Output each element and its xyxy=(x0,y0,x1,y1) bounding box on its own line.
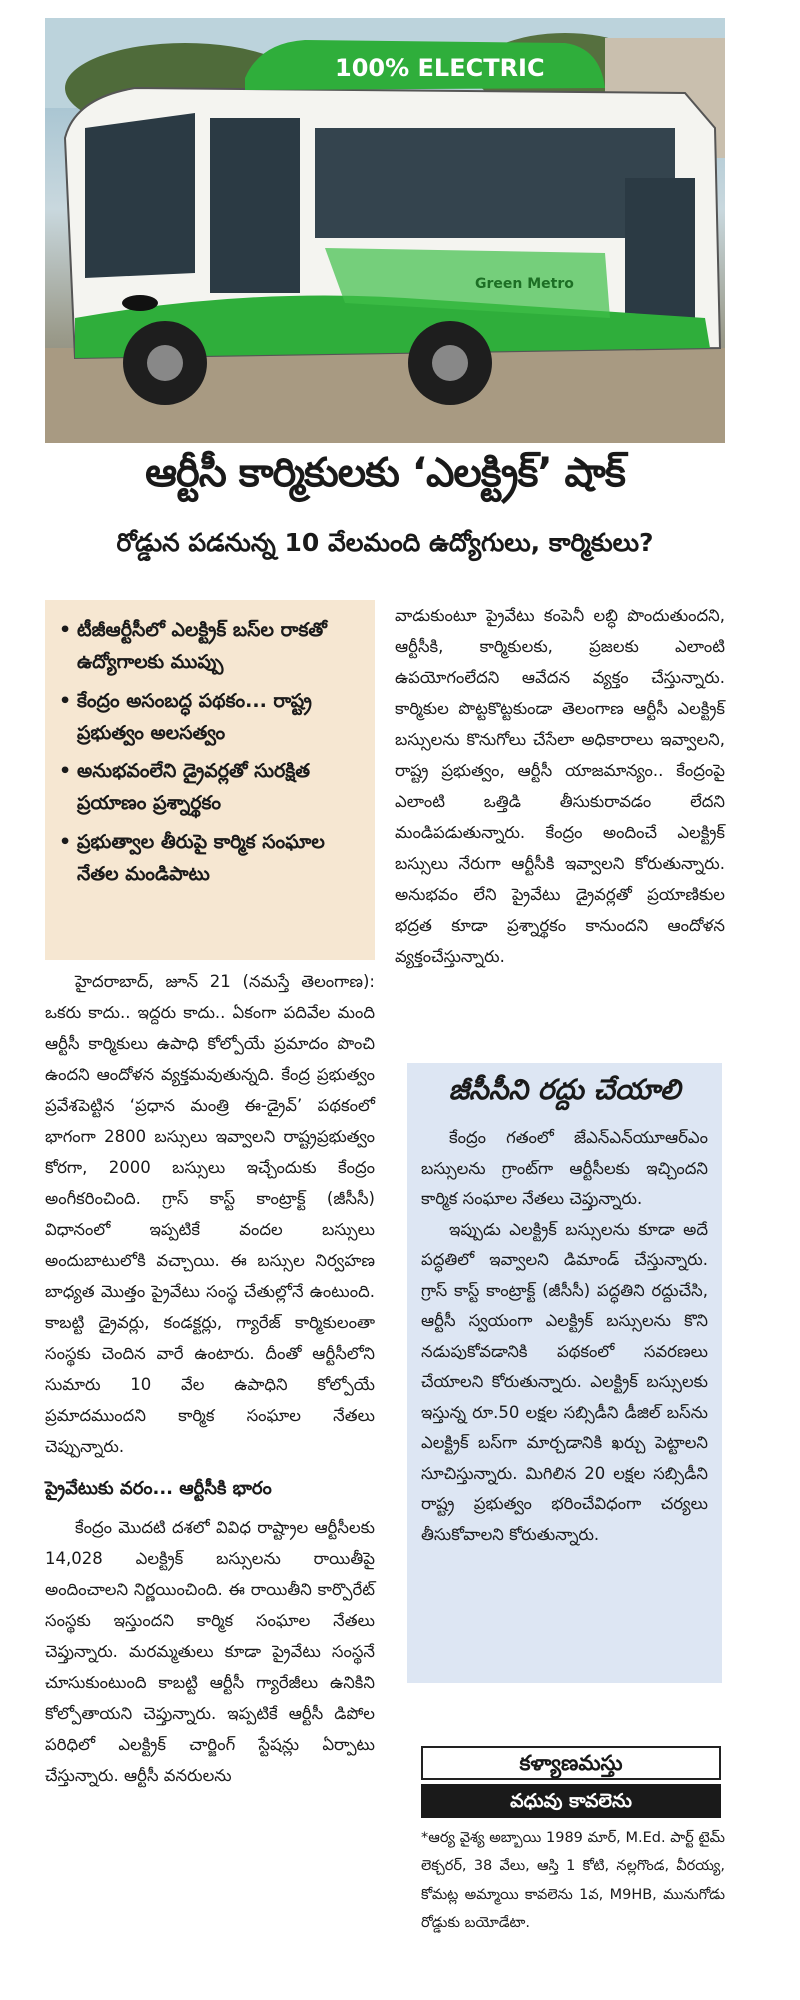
bus-sign-text: 100% ELECTRIC xyxy=(335,54,545,82)
electric-bus-photo xyxy=(45,18,725,443)
classified-header: కళ్యాణమస్తు xyxy=(421,1746,721,1780)
highlights-box xyxy=(45,600,375,960)
sidebar-paragraph: ఇప్పుడు ఎలక్ట్రిక్ బస్సులను కూడా అదే పద్ధతిలో ఇవ్వాలని డిమాండ్ చేస్తున్నారు. గ్రాస్ కాస్ట్ కాంట్రాక్ట్ (జీసీసీ) పద్ధతిని రద్దుచేసి, ఆర్టీసీ స్వయంగా ఎలక్ట్రిక్ బస్సులను కొని నడుపుకోవడానికి పథకంలో సవరణలు చేయాలని కోరుతున్నారు. ఎలక్ట్రిక్ బస్సులకు ఇస్తున్న రూ.50 లక్షల సబ్సిడీని డీజిల్ బస్‌ను ఎలక్ట్రిక్ బస్‌గా మార్చడానికి ఖర్చు పెట్టాలని సూచిస్తున్నారు. మిగిలిన 20 లక్షల సబ్సిడీని రాష్ట్ర ప్రభుత్వం భరించేవిధంగా చర్యలు తీసుకోవాలని కోరుతున్నారు. xyxy=(421,1219,708,1544)
bus-logo-text: Green Metro xyxy=(475,276,574,292)
article-right-column xyxy=(395,600,725,972)
headline: ఆర్టీసీ కార్మికులకు ‘ఎలక్ట్రిక్’ షాక్ xyxy=(145,450,625,496)
article-paragraph: వాడుకుంటూ ప్రైవేటు కంపెనీ లబ్ధి పొందుతుందని, ఆర్టీసీకి, కార్మికులకు, ప్రజలకు ఎలాంటి ఉపయోగంలేదని ఆవేదన వ్యక్తం చేస్తున్నారు. కార్మికుల పొట్టకొట్టకుండా తెలంగాణ ఆర్టీసీ ఎలక్ట్రిక్ బస్సులను కొనుగోలు చేసేలా అధికారాలు ఇవ్వాలని, రాష్ట్ర ప్రభుత్వం, ఆర్టీసీ యాజమాన్యం.. కేంద్రంపై ఎలాంటి ఒత్తిడి తీసుకురావడం లేదని మండిపడుతున్నారు. కేంద్రం అందించే ఎలక్ట్రిక్ బస్సులు నేరుగా ఆర్టీసీకి ఇవ్వాలని కోరుతున్నారు. అనుభవం లేని ప్రైవేటు డ్రైవర్లతో ప్రయాణికుల భద్రత కూడా ప్రశ్నార్థకం కానుందని ఆందోళన వ్యక్తంచేస్తున్నారు. xyxy=(395,606,725,967)
sidebar-title: జీసీసీని రద్దు చేయాలి xyxy=(448,1073,681,1106)
article-left-column xyxy=(45,966,375,1791)
article-paragraph: హైదరాబాద్, జూన్ 21 (నమస్తే తెలంగాణ): ఒకరు కాదు.. ఇద్దరు కాదు.. ఏకంగా పదివేల మంది ఆర్టీసీ కార్మికులు ఉపాధి కోల్పోయే ప్రమాదం పొంచి ఉందని ఆందోళన వ్యక్తమవుతున్నది. కేంద్ర ప్రభుత్వం ప్రవేశపెట్టిన ‘ప్రధాన మంత్రి ఈ-డ్రైవ్’ పథకంలో భాగంగా 2800 బస్సులు ఇవ్వాలని రాష్ట్రప్రభుత్వం కోరగా, 2000 బస్సులు ఇచ్చేందుకు కేంద్రం అంగీకరించింది. గ్రాస్ కాస్ట్ కాంట్రాక్ట్ (జీసీసీ) విధానంలో ఇప్పటికే వందల బస్సులు అందుబాటులోకి వచ్చాయి. ఈ బస్సుల నిర్వహణ బాధ్యత మొత్తం ప్రైవేటు సంస్థ చేతుల్లోనే ఉంటుంది. కాబట్టి డ్రైవర్లు, కండక్టర్లు, గ్యారేజ్ కార్మికులంతా సంస్థకు చెందిన వారే ఉంటారు. దీంతో ఆర్టీసీలోని సుమారు 10 వేల ఉపాధిని కోల్పోయే ప్రమాదముందని కార్మిక సంఘాల నేతలు చెప్పున్నారు. xyxy=(45,972,375,1457)
sidebar-box xyxy=(407,1063,722,1683)
classified-ad-text: *ఆర్య వైశ్య అబ్బాయి 1989 మార్, M.Ed. పార్ట్ టైమ్ లెక్చరర్, 38 వేలు, ఆస్తి 1 కోటి, నల్లగొండ, వీరయ్య, కోమట్ల అమ్మాయి కావలెను 1వ, M9HB, మునుగోడు రోడ్డుకు బయోడేటా. xyxy=(421,1830,725,1931)
sidebar-paragraph: కేంద్రం గతంలో జేఎన్ఎన్‌యూఆర్ఎం బస్సులను గ్రాంట్‌గా ఆర్టీసీలకు ఇచ్చిందని కార్మిక సంఘాల నేతలు చెప్తున్నారు. xyxy=(421,1128,708,1209)
article-paragraph: కేంద్రం మొదటి దశలో వివిధ రాష్ట్రాల ఆర్టీసీలకు 14,028 ఎలక్ట్రిక్ బస్సులను రాయితీపై అందించాలని నిర్ణయించింది. ఈ రాయితీని కార్పొరేట్ సంస్థకు ఇస్తుందని కార్మిక సంఘాల నేతలు చెప్తున్నారు. మరమ్మతులు కూడా ప్రైవేటు సంస్థనే చూసుకుంటుంది కాబట్టి ఆర్టీసీ గ్యారేజీలు ఉనికిని కోల్పోతాయని చెప్తున్నారు. ఇప్పటికే ఆర్టీసీ డిపోల పరిధిలో ఎలక్ట్రిక్ చార్జింగ్ స్టేషన్లు ఏర్పాటు చేస్తున్నారు. ఆర్టీసీ వనరులను xyxy=(45,1518,375,1786)
highlight-item: • ప్రభుత్వాల తీరుపై కార్మిక సంఘాల నేతల మండిపాటు xyxy=(59,826,365,891)
highlight-item: • టీజీఆర్టీసీలో ఎలక్ట్రిక్ బస్‌ల రాకతో ఉద్యోగాలకు ముప్పు xyxy=(59,614,365,679)
subsection-title: ప్రైవేటుకు వరం... ఆర్టీసీకి భారం xyxy=(45,1478,272,1500)
subheadline: రోడ్డున పడనున్న 10 వేలమంది ఉద్యోగులు, కార్మికులు? xyxy=(116,528,654,557)
highlight-item: • అనుభవంలేని డ్రైవర్లతో సురక్షిత ప్రయాణం ప్రశ్నార్థకం xyxy=(59,755,365,820)
highlight-item: • కేంద్రం అసంబద్ధ పథకం... రాష్ట్ర ప్రభుత్వం అలసత్వం xyxy=(59,685,365,750)
newspaper-clipping xyxy=(45,18,725,1988)
bus-illustration xyxy=(45,18,725,443)
classified-subheader: వధువు కావలెను xyxy=(421,1784,721,1818)
